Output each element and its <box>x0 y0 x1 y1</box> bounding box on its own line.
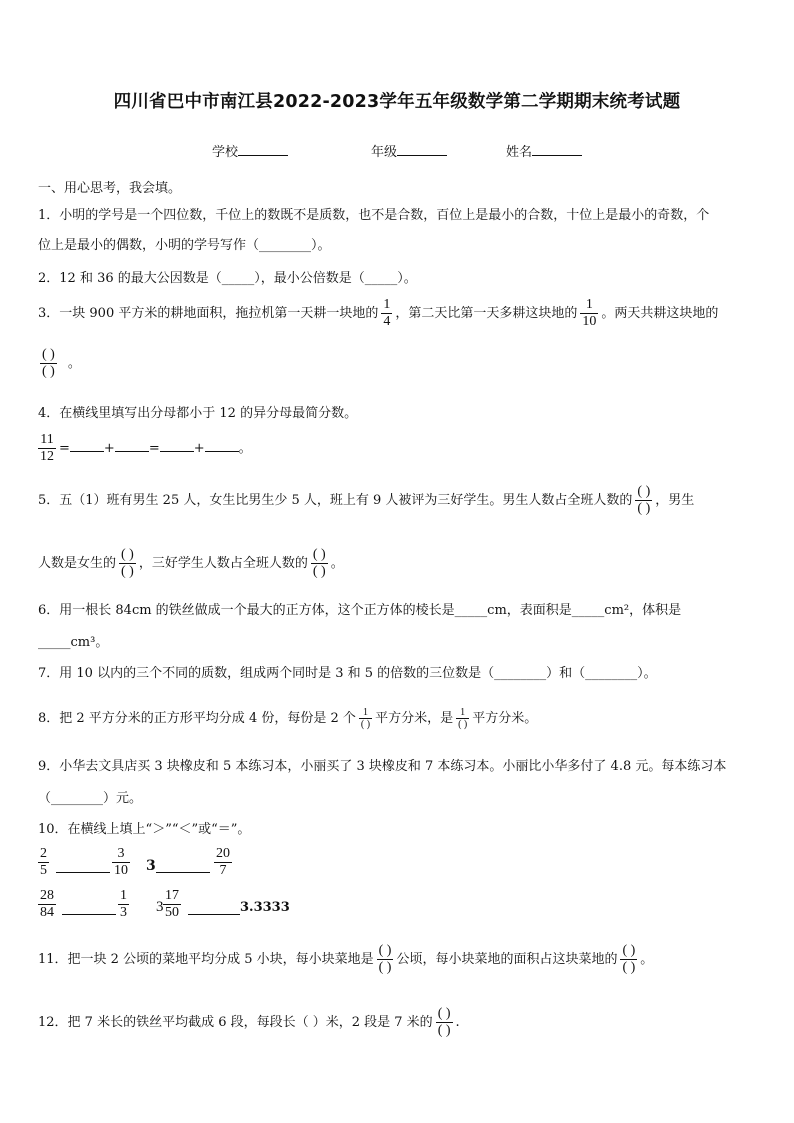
name-field[interactable] <box>506 141 582 160</box>
q6-line2: _____cm³。 <box>38 635 109 650</box>
section-heading: 一、用心思考，我会填。 <box>38 181 182 196</box>
q5-end: 。 <box>330 556 344 571</box>
q3-text-1: 3．一块 900 平方米的耕地面积，拖拉机第一天耕一块地的 <box>38 306 379 321</box>
q10-frac-d <box>214 846 232 879</box>
q3-text-2: ，第二天比第一天多耕这块地的 <box>395 306 578 321</box>
q11-text-2: 公顷，每小块菜地的面积占这块菜地的 <box>396 952 618 967</box>
school-field[interactable] <box>212 141 288 160</box>
q4-blank-1[interactable] <box>70 439 104 452</box>
q10-blank-3[interactable] <box>62 902 116 915</box>
q4-eq1: = <box>59 441 70 456</box>
grade-blank[interactable] <box>397 144 447 156</box>
q11-answer-fraction-1[interactable] <box>377 943 394 976</box>
q12 <box>38 1003 766 1043</box>
q10-row-2 <box>38 888 438 928</box>
q10-a-den: 5 <box>40 863 47 878</box>
q3-f1-num: 1 <box>383 297 391 312</box>
q11-b2-den[interactable]: ( ) <box>622 960 636 975</box>
q10-blank-1[interactable] <box>56 860 110 873</box>
q10-f-den: 3 <box>120 905 127 920</box>
q5-b1-den[interactable]: ( ) <box>637 501 651 516</box>
q4-end: 。 <box>238 441 252 456</box>
q3-line2 <box>38 346 766 382</box>
q5-answer-fraction-1[interactable] <box>635 484 652 517</box>
q4-text: 4．在横线里填写出分母都小于 12 的异分母最简分数。 <box>38 406 358 421</box>
q12-b-den[interactable]: ( ) <box>437 1023 451 1038</box>
q10-frac-b <box>112 846 130 879</box>
grade-label: 年级 <box>371 145 398 160</box>
q4-plus1: + <box>103 441 115 456</box>
q10-c: 3 <box>146 858 156 874</box>
q10-text: 10．在横线上填上“＞”“＜”或“＝”。 <box>38 822 251 837</box>
q12-text-1: 12．把 7 米长的铁丝平均截成 6 段，每段长（ ）米，2 段是 7 米的 <box>38 1015 433 1030</box>
q11-end: 。 <box>640 952 654 967</box>
q5-text-3: 人数是女生的 <box>38 556 117 571</box>
q4-plus2: + <box>193 441 205 456</box>
q11-b2-num[interactable]: ( ) <box>622 943 636 958</box>
q10-row-1 <box>38 846 438 886</box>
q5-line1 <box>38 481 766 521</box>
q4-fraction <box>38 432 56 465</box>
q4-equation <box>38 430 766 468</box>
q12-answer-fraction[interactable] <box>436 1006 453 1039</box>
q1-line2: 位上是最小的偶数，小明的学号写作（________）。 <box>38 238 331 253</box>
q3-answer-fraction[interactable] <box>40 347 57 380</box>
q3-answer-num[interactable]: ( ) <box>42 347 55 362</box>
grade-field[interactable] <box>371 141 447 160</box>
q11-b1-num[interactable]: ( ) <box>378 943 392 958</box>
q10-g-whole: 3 <box>156 899 164 915</box>
q10-a-num: 2 <box>40 846 47 861</box>
q10-f-num: 1 <box>120 888 127 903</box>
q10-blank-4[interactable] <box>188 902 240 915</box>
q8-fraction-1[interactable] <box>359 707 372 730</box>
name-label: 姓名 <box>506 145 533 160</box>
q3-f2-den: 10 <box>582 314 597 329</box>
q11-text-1: 11．把一块 2 公顷的菜地平均分成 5 小块，每小块菜地是 <box>38 952 374 967</box>
q8-text-2: 平方分米，是 <box>375 711 454 726</box>
q10-frac-a <box>38 846 49 879</box>
q12-b-num[interactable]: ( ) <box>437 1006 451 1021</box>
q3-f2-num: 1 <box>585 297 593 312</box>
q10-g-den: 50 <box>165 905 179 920</box>
q5-answer-fraction-3[interactable] <box>311 547 328 580</box>
q3-line1 <box>38 296 766 332</box>
q6-line1: 6．用一根长 84cm 的铁丝做成一个最大的正方体，这个正方体的棱长是_____cm，表面积是_____cm²，体积是 <box>38 603 682 618</box>
q5-text-4: ，三好学生人数占全班人数的 <box>138 556 308 571</box>
q11-answer-fraction-2[interactable] <box>620 943 637 976</box>
q1-line1: 1．小明的学号是一个四位数，千位上的数既不是质数，也不是合数，百位上是最小的合数，十位上是最小的奇数，个 <box>38 208 710 223</box>
q11 <box>38 940 766 980</box>
q3-fraction-1 <box>381 297 392 330</box>
q5-b1-num[interactable]: ( ) <box>637 484 651 499</box>
q5-text-1: 5．五（1）班有男生 25 人，女生比男生少 5 人，班上有 9 人被评为三好学生。男生人数占全班人数的 <box>38 493 633 508</box>
q5-b3-den[interactable]: ( ) <box>312 564 326 579</box>
q10-blank-2[interactable] <box>156 860 210 873</box>
q10-d-num: 20 <box>216 846 230 861</box>
q2: 2．12 和 36 的最大公因数是（_____），最小公倍数是（_____）。 <box>38 271 417 286</box>
q8-f1-num: 1 <box>362 707 368 718</box>
q8 <box>38 704 766 734</box>
q8-f2-num: 1 <box>460 707 466 718</box>
q4-blank-2[interactable] <box>115 439 149 452</box>
q10-b-den: 10 <box>114 863 128 878</box>
q4-den: 12 <box>40 449 54 464</box>
q5-b2-num[interactable]: ( ) <box>121 547 134 562</box>
q3-answer-den[interactable]: ( ) <box>42 364 55 379</box>
school-label: 学校 <box>212 145 239 160</box>
q7: 7．用 10 以内的三个不同的质数，组成两个同时是 3 和 5 的倍数的三位数是（________）和（________）。 <box>38 666 657 681</box>
q8-fraction-2[interactable] <box>456 707 469 730</box>
q5-b2-den[interactable]: ( ) <box>121 564 134 579</box>
q8-f2-den[interactable]: ( ) <box>458 719 468 730</box>
q10-g-num: 17 <box>165 888 179 903</box>
q4-num: 11 <box>40 432 54 447</box>
q9-line2: （________）元。 <box>38 791 143 806</box>
q4-eq2: = <box>148 441 160 456</box>
q3-end: 。 <box>67 356 81 371</box>
q10-frac-f <box>118 888 129 921</box>
q12-end: . <box>455 1015 460 1030</box>
school-blank[interactable] <box>238 144 288 156</box>
q10-h: 3.3333 <box>240 900 290 915</box>
q10-frac-e <box>38 888 56 921</box>
q8-text-1: 8．把 2 平方分米的正方形平均分成 4 份，每份是 2 个 <box>38 711 356 726</box>
q5-line2 <box>38 544 766 584</box>
q5-text-2: ，男生 <box>655 493 695 508</box>
q9-line1: 9．小华去文具店买 3 块橡皮和 5 本练习本，小丽买了 3 块橡皮和 7 本练习本。小丽比小华多付了 4.8 元。每本练习本 <box>38 759 727 774</box>
q4-blank-3[interactable] <box>160 439 194 452</box>
name-blank[interactable] <box>532 144 582 156</box>
q10-e-den: 84 <box>40 905 54 920</box>
q10-d-den: 7 <box>219 863 227 878</box>
page-title: 四川省巴中市南江县2022-2023学年五年级数学第二学期期末统考试题 <box>113 92 681 112</box>
q3-f1-den: 4 <box>383 314 391 329</box>
q4-blank-4[interactable] <box>205 439 239 452</box>
q11-b1-den[interactable]: ( ) <box>378 960 392 975</box>
q5-answer-fraction-2[interactable] <box>119 547 136 580</box>
q10-b-num: 3 <box>117 846 125 861</box>
q8-f1-den[interactable]: ( ) <box>360 719 371 730</box>
q3-text-3: 。两天共耕这块地的 <box>601 306 719 321</box>
q10-e-num: 28 <box>40 888 54 903</box>
q10-frac-g <box>163 888 181 921</box>
q5-b3-num[interactable]: ( ) <box>312 547 326 562</box>
q8-text-3: 平方分米。 <box>472 711 538 726</box>
q3-fraction-2 <box>580 297 598 330</box>
